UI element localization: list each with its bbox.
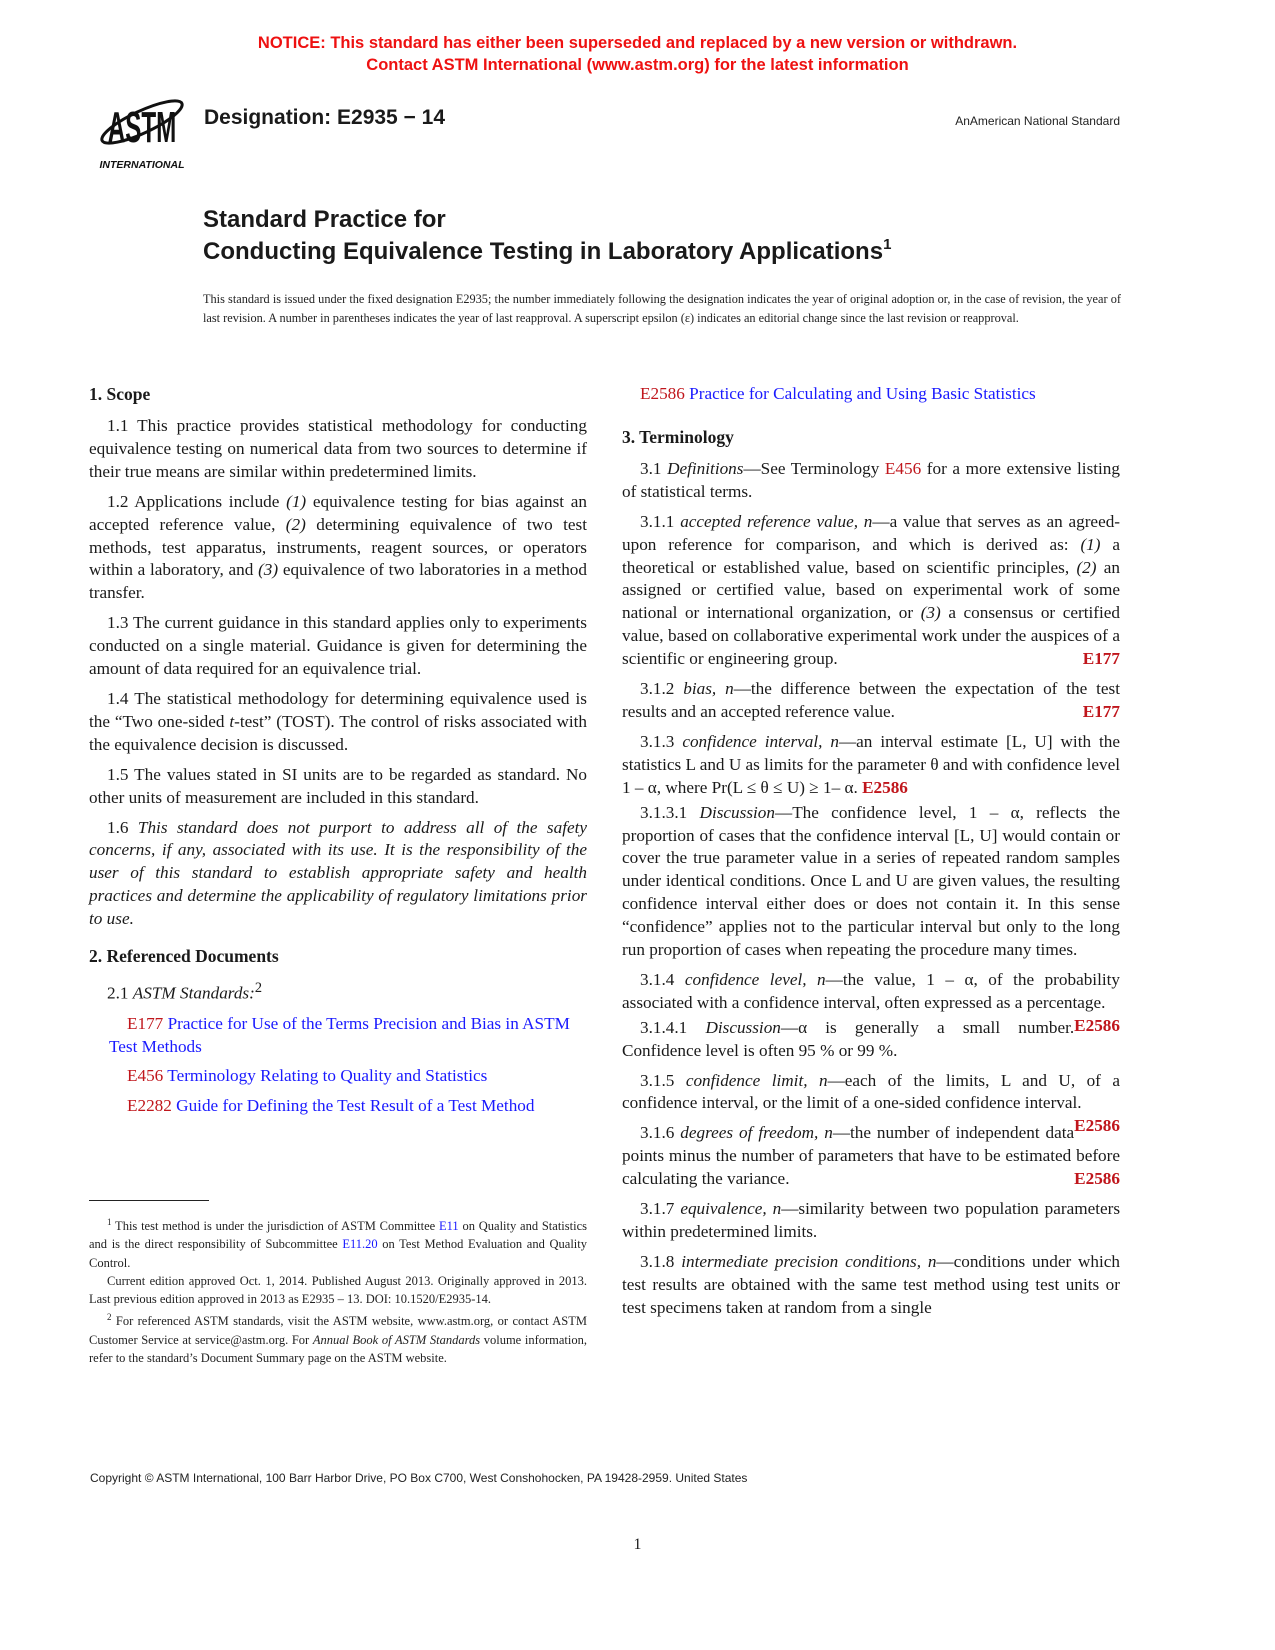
term-3-1-4: 3.1.4 confidence level, n—the value, 1 – α, of the probability associated with a confidence interval, often expressed as a percentage. E2586 <box>622 969 1120 1015</box>
term-3-1-7: 3.1.7 equivalence, n—similarity between two population parameters within predetermined limits. <box>622 1199 1121 1241</box>
footnote-ref-2[interactable]: 2 <box>254 980 263 997</box>
term-3-1-3-1: 3.1.3.1 Discussion—The confidence level, 1 – α, reflects the proportion of cases that the confidence interval [L, U] would contain or cover the true parameter value in a series of repeated random samples under identical conditions. Once L and U are given values, the resulting confidence interval either does or does not contain it. In this sense “confidence” applies not to the particular interval but only to the long run proportion of cases when repeating the procedure many times. <box>622 802 1120 960</box>
section-heading-terminology: 3. Terminology <box>622 426 734 447</box>
title-line-2: Conducting Equivalence Testing in Laboratory Applications$^1$ <box>203 236 892 265</box>
svg-text:INTERNATIONAL: INTERNATIONAL <box>99 159 185 171</box>
document-title <box>203 204 891 268</box>
notice-line-1: NOTICE: This standard has either been superseded and replaced by a new version or withdrawn. <box>257 34 1018 52</box>
committee-e11-link[interactable]: E11 <box>439 1219 459 1234</box>
section-heading-scope: 1. Scope <box>89 384 151 404</box>
reference-e2282[interactable]: E2282 Guide for Defining the Test Result of a Test Method <box>127 1096 535 1116</box>
term-3-1-5: 3.1.5 confidence limit, n—each of the limits, L and U, of a confidence interval, or the limit of a one-sided confidence interval. E2586 <box>622 1070 1120 1116</box>
ref-link-e456[interactable]: E456 <box>884 458 922 478</box>
title-footnote-mark[interactable]: 1 <box>883 236 892 253</box>
designation: Designation: E2935 − 14 <box>204 106 446 129</box>
source-e177[interactable]: E177 <box>1082 701 1120 721</box>
source-e2586[interactable]: E2586 <box>1074 1169 1120 1189</box>
term-3-1-8: 3.1.8 intermediate precision conditions, n—conditions under which test results are obtained with the same test method using test units or test specimens taken at random from a single <box>622 1251 1121 1317</box>
withdrawal-notice <box>0 32 1275 76</box>
reference-e456[interactable]: E456 Terminology Relating to Quality and Statistics <box>127 1066 488 1086</box>
left-column <box>89 383 587 1125</box>
source-e2586[interactable]: E2586 <box>862 777 908 797</box>
subcommittee-e11-20-link[interactable]: E11.20 <box>342 1237 378 1252</box>
copyright-notice: Copyright © ASTM International, 100 Barr Harbor Drive, PO Box C700, West Conshohocken, PA 19428-2959. United States <box>90 1471 748 1485</box>
paragraph-1-3: 1.3 The current guidance in this standard applies only to experiments conducted on a single material. Guidance is given for determining the amount of data required for an equivalence trial. <box>89 613 587 679</box>
notice-line-2: Contact ASTM International (www.astm.org) for the latest information <box>366 56 909 74</box>
footnote-divider <box>89 1200 209 1201</box>
issued-statement: This standard is issued under the fixed designation E2935; the number immediately following the designation indicates the year of original adoption or, in the case of revision, the year of last revision. A number in parentheses indicates the year of last reapproval. A superscript epsilon (ε) indicates an editorial change since the last revision or reapproval. <box>203 292 1121 325</box>
term-3-1-2: 3.1.2 bias, n—the difference between the expectation of the test results and an accepted reference value. E177 <box>622 678 1120 724</box>
source-e2586[interactable]: E2586 <box>1074 1015 1120 1035</box>
source-e177[interactable]: E177 <box>1082 649 1120 669</box>
term-3-1-3: 3.1.3 confidence interval, n—an interval estimate [L, U] with the statistics L and U as limits for the parameter θ and with confidence level 1 – α, where Pr(L ≤ θ ≤ U) ≥ 1– α. E2586 <box>622 731 1120 797</box>
term-3-1: 3.1 Definitions—See Terminology E456 for a more extensive listing of statistical terms. <box>622 458 1120 501</box>
term-3-1-1: 3.1.1 accepted reference value, n—a value that serves as an agreed-upon reference for comparison, and which is derived as: (1) a theoretical or established value, based on scientific principles, (2) an assigned or certified value, based on experimental work of some national or international organization, or (3) a consensus or certified value, based on collaborative experimental work under the auspices of a scientific or engineering group. E177 <box>622 511 1120 671</box>
section-heading-referenced-documents: 2. Referenced Documents <box>89 946 279 967</box>
paragraph-1-5: 1.5 The values stated in SI units are to be regarded as standard. No other units of measurement are included in this standard. <box>89 764 587 807</box>
title-line-1: Standard Practice for <box>203 206 446 233</box>
term-3-1-4-1: 3.1.4.1 Discussion—α is generally a small number. Confidence level is often 95 % or 99 %. <box>622 1017 1075 1060</box>
source-e2586[interactable]: E2586 <box>1074 1116 1120 1136</box>
paragraph-1-2: 1.2 Applications include (1) equivalence testing for bias against an accepted reference value, (2) determining equivalence of two test methods, test apparatus, instruments, reagent sources, or operators within a laboratory, and (3) equivalence of two laboratories in a method transfer. <box>89 491 587 603</box>
footnote-1-edition: Current edition approved Oct. 1, 2014. Published August 2013. Originally approved in 2013. Last previous edition approved in 2013 as E2935 – 13. DOI: 10.1520/E2935-14. <box>89 1273 587 1306</box>
term-3-1-6: 3.1.6 degrees of freedom, n—the number of independent data points minus the number of parameters that have to be estimated before calculating the variance. E2586 <box>622 1122 1120 1191</box>
reference-e2586[interactable]: E2586 Practice for Calculating and Using Basic Statistics <box>640 384 1036 403</box>
footnote-2: $^2$ For referenced ASTM standards, visit the ASTM website, www.astm.org, or contact ASTM Customer Service at service@astm.org. For Annual Book of ASTM Standards volume information, refer to the standard’s Document Summary page on the ASTM website. <box>89 1312 587 1365</box>
astm-logo <box>92 84 192 172</box>
right-column <box>622 383 1120 1327</box>
footnote-1: $^1$ This test method is under the jurisdiction of ASTM Committee E11 on Quality and Statistics and is the direct responsibility of Subcommittee E11.20 on Test Method Evaluation and Quality Control. <box>89 1217 587 1270</box>
footnotes <box>89 1213 587 1367</box>
paragraph-2-1: 2.1 ASTM Standards:$^2$ <box>107 980 263 1003</box>
paragraph-1-6: 1.6 This standard does not purport to address all of the safety concerns, if any, associated with its use. It is the responsibility of the user of this standard to establish appropriate safety and health practices and determine the applicability of regulatory limitations prior to use. <box>89 817 587 929</box>
astm-logo-icon <box>92 84 192 172</box>
page-number: 1 <box>633 1536 642 1553</box>
paragraph-1-4: 1.4 The statistical methodology for determining equivalence used is the “Two one-sided t-test” (TOST). The control of risks associated with the equivalence decision is discussed. <box>89 688 587 754</box>
paragraph-1-1: 1.1 This practice provides statistical methodology for conducting equivalence testing on numerical data from two sources to determine if their true means are similar within predetermined limits. <box>89 416 587 481</box>
svg-text:ASTM: ASTM <box>107 102 177 152</box>
reference-e177[interactable]: E177 Practice for Use of the Terms Precision and Bias in ASTM Test Methods <box>109 1013 570 1056</box>
american-national-standard-label: AnAmerican National Standard <box>955 114 1120 128</box>
